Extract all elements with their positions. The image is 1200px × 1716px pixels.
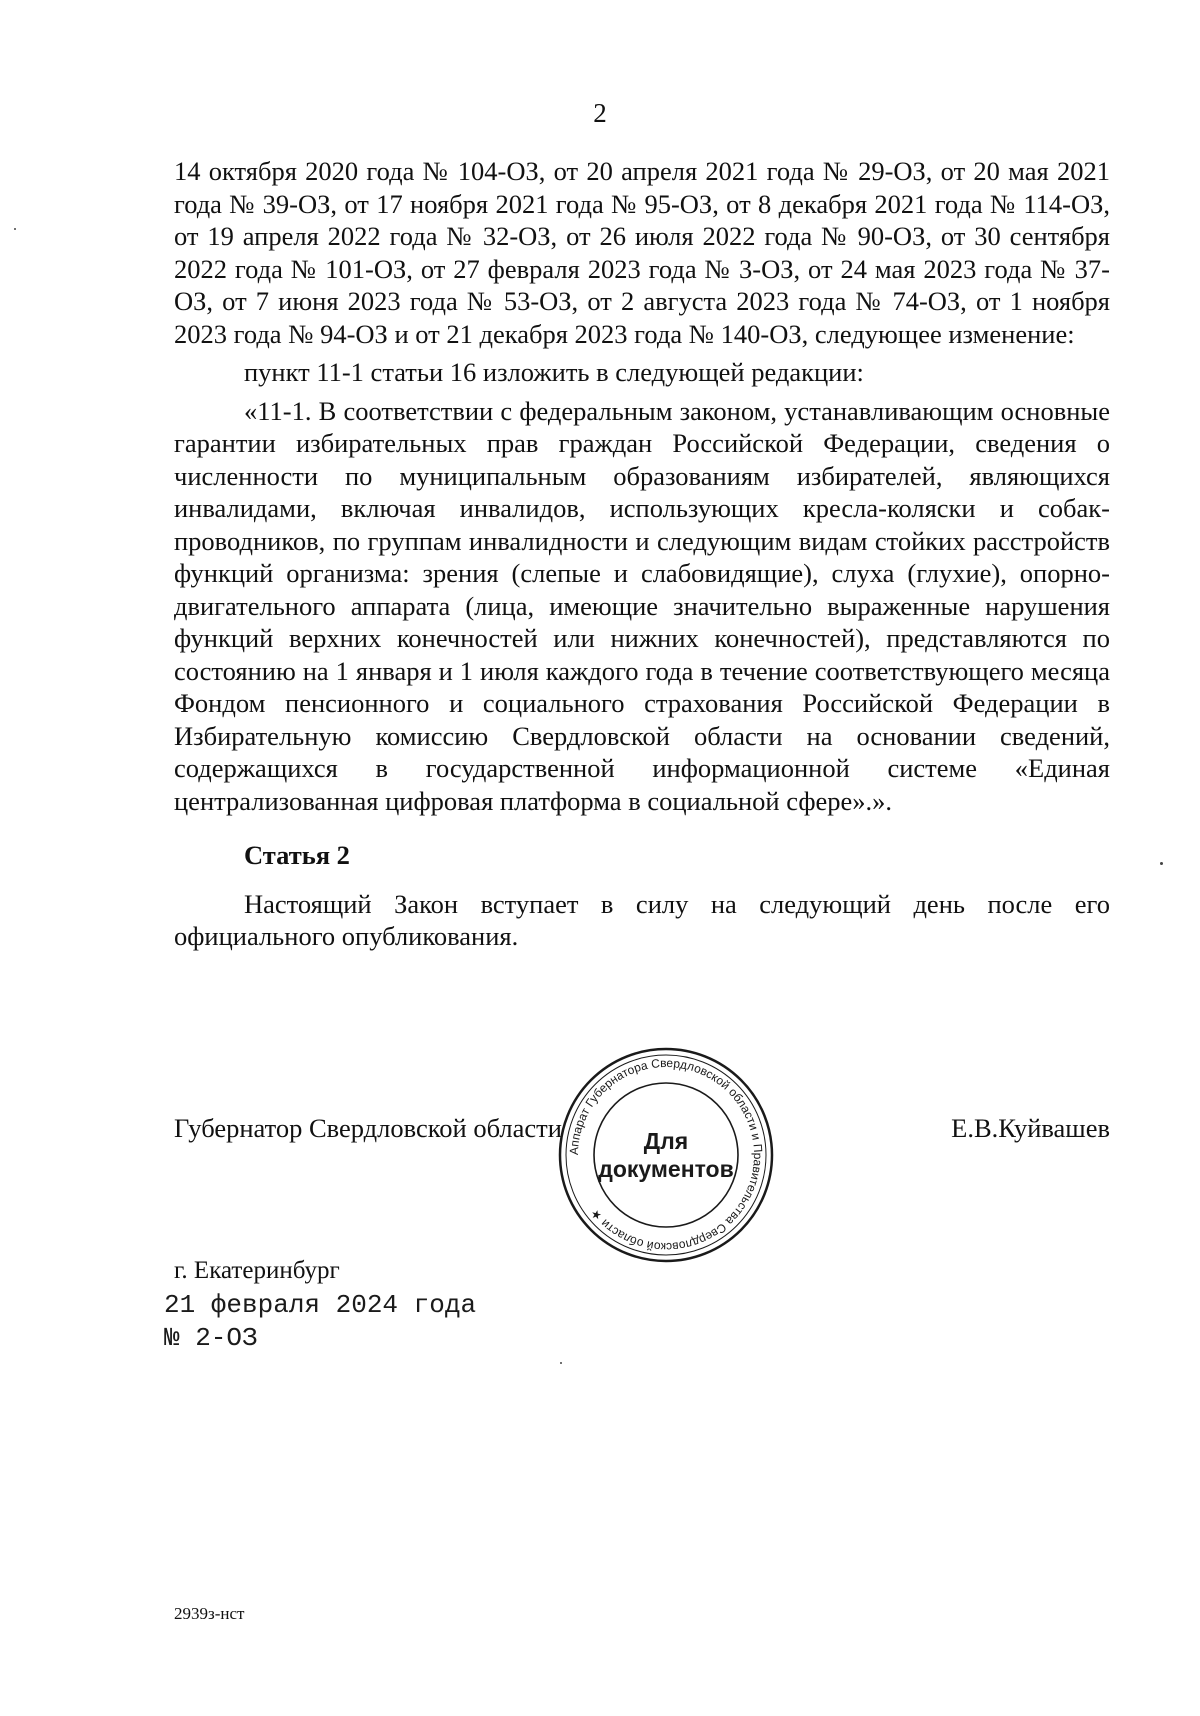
signing-place: г. Екатеринбург	[174, 1257, 340, 1284]
article-2-text: Настоящий Закон вступает в силу на следующий день после его официального опубликования.	[174, 888, 1110, 951]
stamp-ring-text: Аппарат Губернатора Свердловской области и Правительства Свердловской области ★	[566, 1055, 766, 1255]
page-number: 2	[593, 98, 607, 128]
signatory-name: Е.В.Куйвашев	[951, 1113, 1110, 1143]
law-date: 21 февраля 2024 года	[164, 1290, 477, 1320]
scan-speck	[14, 228, 16, 230]
amendment-list-paragraph: 14 октября 2020 года № 104-ОЗ, от 20 апреля 2021 года № 29-ОЗ, от 20 мая 2021 года № 39-ОЗ, от 17 ноября 2021 года № 95-ОЗ, от 8 декабря 2021 года № 114-ОЗ, от 19 апреля 2022 года № 32-ОЗ, от 26 июля 2022 года № 90-ОЗ, от 30 сентября 2022 года № 101-ОЗ, от 27 февраля 2023 года № 3-ОЗ, от 24 мая 2023 года № 37-ОЗ, от 7 июня 2023 года № 53-ОЗ, от 2 августа 2023 года № 74-ОЗ, от 1 ноября 2023 года № 94-ОЗ и от 21 декабря 2023 года № 140-ОЗ, следующее изменение:	[174, 156, 1110, 349]
amendment-text: «11-1. В соответствии с федеральным законом, устанавливающим основные гарантии избирательных прав граждан Российской Федерации, сведения о численности по муниципальным образованиям избирателей, являющихся инвалидами, включая инвалидов, использующих кресла-коляски и собак-проводников, по группам инвалидности и следующим видам стойких расстройств функций организма: зрения (слепые и слабовидящие), слуха (глухие), опорно-двигательного аппарата (лица, имеющие значительно выраженные нарушения функций верхних конечностей или нижних конечностей), представляются по состоянию на 1 января и 1 июля каждого года в течение соответствующего месяца Фондом пенсионного и социального страхования Российской Федерации в Избирательную комиссию Свердловской области на основании сведений, содержащихся в государственной информационной системе «Единая централизованная цифровая платформа в социальной сфере».».	[174, 395, 1110, 816]
law-number: № 2-ОЗ	[164, 1323, 258, 1353]
document-body	[174, 155, 1110, 953]
stamp-line-1: Для	[643, 1128, 689, 1154]
official-seal-stamp	[556, 1045, 776, 1265]
document-code: 2939з-нст	[174, 1604, 245, 1623]
scan-speck	[560, 1362, 562, 1364]
stamp-line-2: документов	[598, 1156, 734, 1182]
article-2-heading: Статья 2	[244, 840, 350, 870]
signatory-position: Губернатор Свердловской области	[174, 1113, 562, 1143]
amendment-instruction: пункт 11-1 статьи 16 изложить в следующей редакции:	[244, 357, 864, 387]
scan-speck	[1160, 862, 1163, 865]
